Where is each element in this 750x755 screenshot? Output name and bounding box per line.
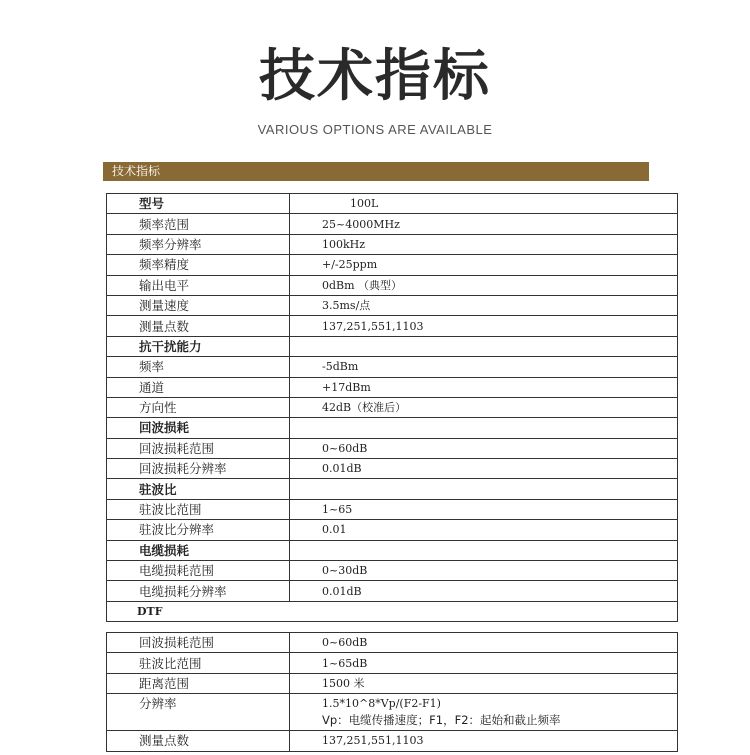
spec-key: 通道 — [107, 377, 290, 397]
empty-cell — [290, 418, 678, 438]
spec-key: 驻波比范围 — [107, 653, 290, 673]
spec-key: 回波损耗范围 — [107, 633, 290, 653]
spec-key: 方向性 — [107, 397, 290, 417]
section-band: 技术指标 — [103, 162, 649, 181]
spec-key: 频率范围 — [107, 214, 290, 234]
table-row — [107, 633, 678, 653]
spec-value: 1~65 — [290, 499, 678, 519]
section-heading-row — [107, 540, 678, 560]
dtf-table — [106, 632, 678, 752]
section-heading-row — [107, 336, 678, 356]
spec-key: 频率分辨率 — [107, 234, 290, 254]
table-row — [107, 438, 678, 458]
table-row — [107, 561, 678, 581]
spec-value: 42dB（校准后） — [290, 397, 678, 417]
spec-key: 输出电平 — [107, 275, 290, 295]
spec-value — [290, 694, 678, 731]
spec-key: 测量点数 — [107, 731, 290, 751]
section-heading: 抗干扰能力 — [107, 336, 290, 356]
table-row — [107, 316, 678, 336]
empty-cell — [290, 540, 678, 560]
table-row — [107, 234, 678, 254]
model-value: 100L — [290, 194, 678, 214]
resolution-note: Vp：电缆传播速度；F1，F2：起始和截止频率 — [322, 713, 561, 728]
section-heading: 电缆损耗 — [107, 540, 290, 560]
table-row — [107, 581, 678, 601]
table-row — [107, 357, 678, 377]
spec-value: 3.5ms/点 — [290, 295, 678, 315]
spec-value: 137,251,551,1103 — [290, 731, 678, 751]
table-row — [107, 459, 678, 479]
table-row — [107, 255, 678, 275]
table-row — [107, 653, 678, 673]
spec-key: 电缆损耗分辨率 — [107, 581, 290, 601]
spec-value: -5dBm — [290, 357, 678, 377]
spec-value: 0~60dB — [290, 438, 678, 458]
table-row — [107, 295, 678, 315]
section-heading: 驻波比 — [107, 479, 290, 499]
resolution-formula: 1.5*10^8*Vp/(F2-F1) — [322, 697, 441, 711]
spec-value: 0.01 — [290, 520, 678, 540]
section-heading-row — [107, 479, 678, 499]
spec-key: 分辨率 — [107, 694, 290, 731]
dtf-heading: DTF — [107, 601, 678, 621]
spec-key: 驻波比范围 — [107, 499, 290, 519]
spec-value: +/-25ppm — [290, 255, 678, 275]
empty-cell — [290, 336, 678, 356]
spec-value: 1500 米 — [290, 673, 678, 693]
empty-cell — [290, 479, 678, 499]
table-row — [107, 731, 678, 751]
spec-table — [106, 193, 678, 622]
table-row — [107, 275, 678, 295]
spec-key: 电缆损耗范围 — [107, 561, 290, 581]
spec-value: 25~4000MHz — [290, 214, 678, 234]
table-row — [107, 499, 678, 519]
spec-value: 0.01dB — [290, 459, 678, 479]
spec-key: 频率精度 — [107, 255, 290, 275]
spec-value: 137,251,551,1103 — [290, 316, 678, 336]
spec-value: 100kHz — [290, 234, 678, 254]
section-heading: 回波损耗 — [107, 418, 290, 438]
model-label: 型号 — [107, 194, 290, 214]
spec-value: 0dBm （典型） — [290, 275, 678, 295]
spec-value: +17dBm — [290, 377, 678, 397]
spec-key: 驻波比分辨率 — [107, 520, 290, 540]
table-row — [107, 377, 678, 397]
spec-key: 距离范围 — [107, 673, 290, 693]
spec-key: 测量点数 — [107, 316, 290, 336]
spec-value: 0.01dB — [290, 581, 678, 601]
section-heading-row — [107, 601, 678, 621]
spec-key: 频率 — [107, 357, 290, 377]
spec-value: 1~65dB — [290, 653, 678, 673]
spec-key: 测量速度 — [107, 295, 290, 315]
table-row — [107, 214, 678, 234]
spec-value: 0~30dB — [290, 561, 678, 581]
table-row — [107, 397, 678, 417]
table-row — [107, 673, 678, 693]
spec-key: 回波损耗分辨率 — [107, 459, 290, 479]
page-subtitle: VARIOUS OPTIONS ARE AVAILABLE — [257, 122, 493, 137]
table-row — [107, 194, 678, 214]
page-title: 技术指标 — [259, 44, 491, 109]
table-row — [107, 694, 678, 731]
spec-key: 回波损耗范围 — [107, 438, 290, 458]
table-row — [107, 520, 678, 540]
spec-value: 0~60dB — [290, 633, 678, 653]
section-heading-row — [107, 418, 678, 438]
